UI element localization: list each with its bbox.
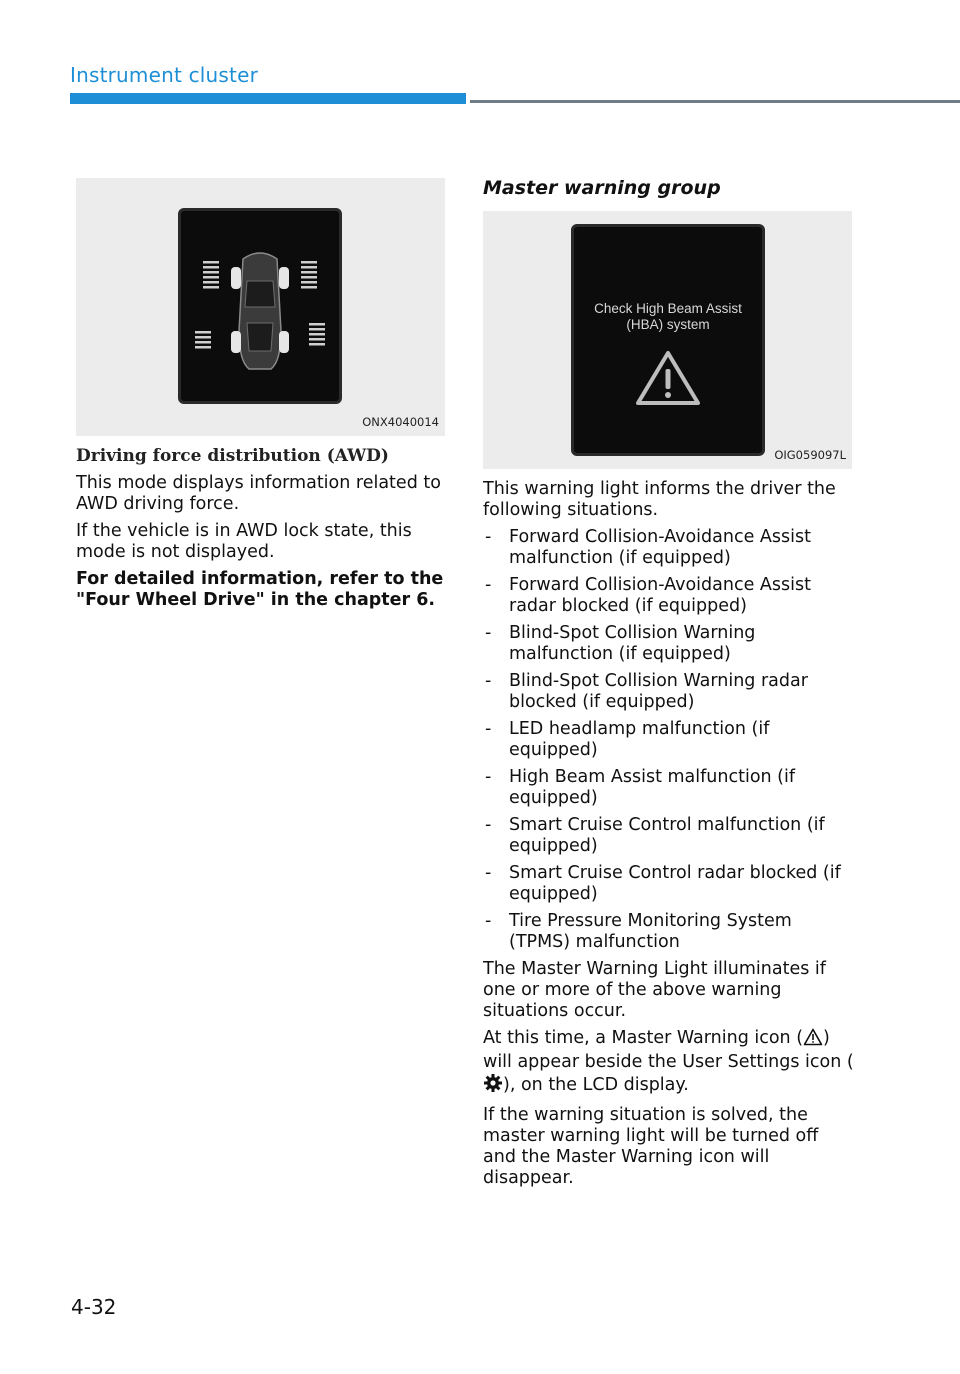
user-settings-gear-icon xyxy=(483,1073,503,1099)
lcd-message-line: Check High Beam Assist xyxy=(594,301,742,316)
list-item: - High Beam Assist malfunction (if equipped) xyxy=(483,767,855,809)
section-header-title: Instrument cluster xyxy=(70,63,259,87)
awd-lcd-screen xyxy=(178,208,342,404)
list-item: - Blind-Spot Collision Warning malfunction (if equipped) xyxy=(483,623,855,665)
master-warning-figure xyxy=(483,211,852,469)
paragraph-text: ), on the LCD display. xyxy=(503,1075,689,1095)
paragraph: If the vehicle is in AWD lock state, this mode is not displayed. xyxy=(76,521,412,562)
header-accent-rule xyxy=(70,93,466,104)
header-divider-rule xyxy=(470,100,960,103)
paragraph-text: ) will appear beside the User Settings icon ( xyxy=(483,1028,854,1072)
paragraph: The Master Warning Light illuminates if one or more of the above warning situations occur. xyxy=(483,959,826,1021)
intro-paragraph: This warning light informs the driver the following situations. xyxy=(483,479,836,520)
lcd-message-line: (HBA) system xyxy=(626,317,710,332)
reference-note: For detailed information, refer to the "Four Wheel Drive" in the chapter 6. xyxy=(76,569,444,610)
warning-situation-list xyxy=(483,527,855,953)
page-number: 4-32 xyxy=(71,1295,117,1319)
master-warning-heading: Master warning group xyxy=(483,177,721,199)
list-item: - Smart Cruise Control radar blocked (if equipped) xyxy=(483,863,855,905)
warning-triangle-icon xyxy=(634,349,702,407)
lcd-message xyxy=(574,301,762,333)
paragraph-text: At this time, a Master Warning icon ( xyxy=(483,1028,804,1048)
figure-code: OIG059097L xyxy=(774,448,846,462)
list-item: - Smart Cruise Control malfunction (if equipped) xyxy=(483,815,855,857)
right-column xyxy=(483,176,855,1195)
warning-lcd-screen xyxy=(571,224,765,456)
list-item: - Tire Pressure Monitoring System (TPMS) malfunction xyxy=(483,911,855,953)
paragraph: This mode displays information related to AWD driving force. xyxy=(76,473,441,514)
paragraph: If the warning situation is solved, the master warning light will be turned off and the Master Warning icon will disappear. xyxy=(483,1105,819,1188)
list-item: - LED headlamp malfunction (if equipped) xyxy=(483,719,855,761)
list-item: - Forward Collision-Avoidance Assist malfunction (if equipped) xyxy=(483,527,855,569)
icon-paragraph xyxy=(483,1028,855,1099)
awd-car-diagram-icon xyxy=(181,211,339,401)
list-item: - Blind-Spot Collision Warning radar blocked (if equipped) xyxy=(483,671,855,713)
left-column xyxy=(76,178,446,617)
figure-code: ONX4040014 xyxy=(362,415,439,429)
master-warning-icon xyxy=(803,1028,823,1052)
subheading-awd: Driving force distribution (AWD) xyxy=(76,446,389,466)
list-item: - Forward Collision-Avoidance Assist radar blocked (if equipped) xyxy=(483,575,855,617)
awd-display-figure xyxy=(76,178,445,436)
